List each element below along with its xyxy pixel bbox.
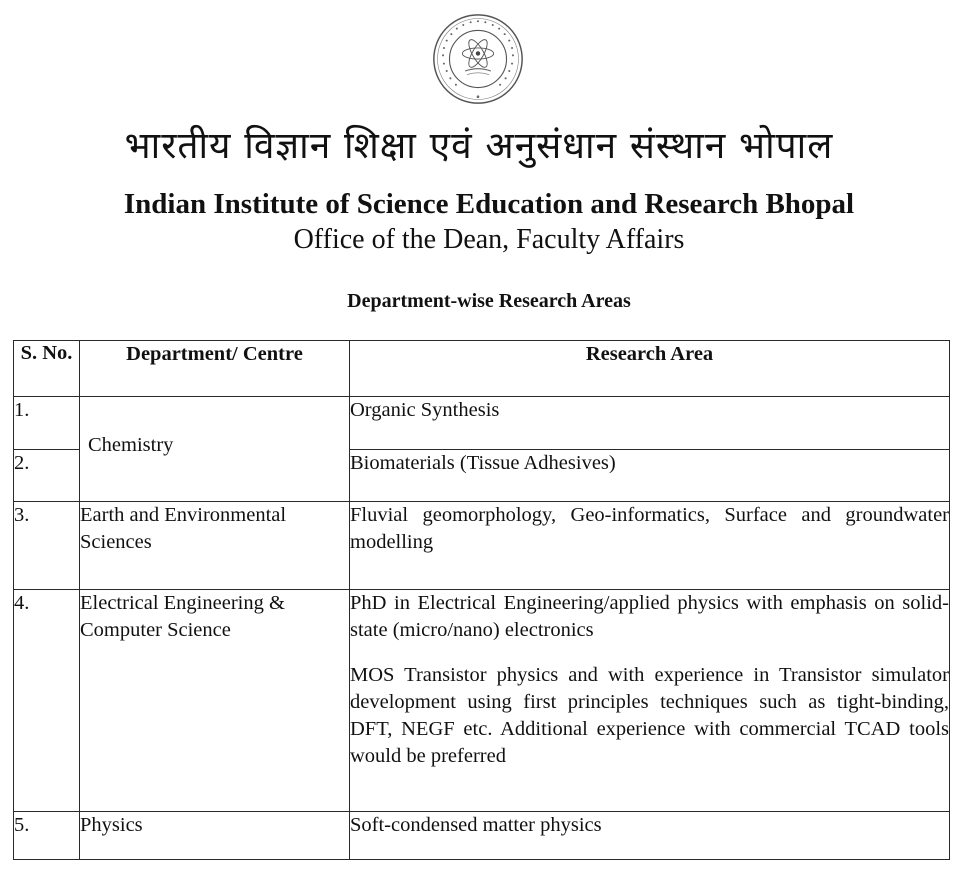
research-areas-table xyxy=(13,340,950,860)
row-research-area: Organic Synthesis xyxy=(350,397,950,450)
table-header-row xyxy=(14,341,950,397)
research-area-paragraph: PhD in Electrical Engineering/applied physics with emphasis on solid-state (micro/nano) electronics xyxy=(350,592,949,641)
table-row xyxy=(14,502,950,590)
table-row xyxy=(14,397,950,450)
column-header-department: Department/ Centre xyxy=(80,341,350,397)
table-row xyxy=(14,590,950,812)
institute-name: Indian Institute of Science Education and Research Bhopal xyxy=(123,188,855,220)
row-sno: 1. xyxy=(14,397,80,450)
column-header-research-area: Research Area xyxy=(350,341,950,397)
column-header-sno: S. No. xyxy=(14,341,80,397)
row-department: Electrical Engineering & Computer Science xyxy=(80,590,350,812)
row-department: Physics xyxy=(80,812,350,860)
row-sno: 4. xyxy=(14,590,80,812)
institute-name-hindi: भारतीय विज्ञान शिक्षा एवं अनुसंधान संस्थान भोपाल xyxy=(124,124,834,167)
row-research-area: Fluvial geomorphology, Geo-informatics, Surface and groundwater modelling xyxy=(350,502,950,590)
row-department: Chemistry xyxy=(80,397,350,502)
row-department: Earth and Environmental Sciences xyxy=(80,502,350,590)
row-sno: 2. xyxy=(14,450,80,502)
row-sno: 5. xyxy=(14,812,80,860)
row-research-area xyxy=(350,590,950,812)
office-name: Office of the Dean, Faculty Affairs xyxy=(293,224,685,255)
row-sno: 3. xyxy=(14,502,80,590)
research-area-paragraph: MOS Transistor physics and with experience in Transistor simulator development using first principles techniques such as tight-binding, DFT, NEGF etc. Additional experience with commercial TCAD tools would be preferred xyxy=(350,664,949,767)
row-research-area: Soft-condensed matter physics xyxy=(350,812,950,860)
table-row xyxy=(14,812,950,860)
document-heading: Department-wise Research Areas xyxy=(347,290,631,312)
institute-seal-logo xyxy=(432,13,524,105)
row-research-area: Biomaterials (Tissue Adhesives) xyxy=(350,450,950,502)
